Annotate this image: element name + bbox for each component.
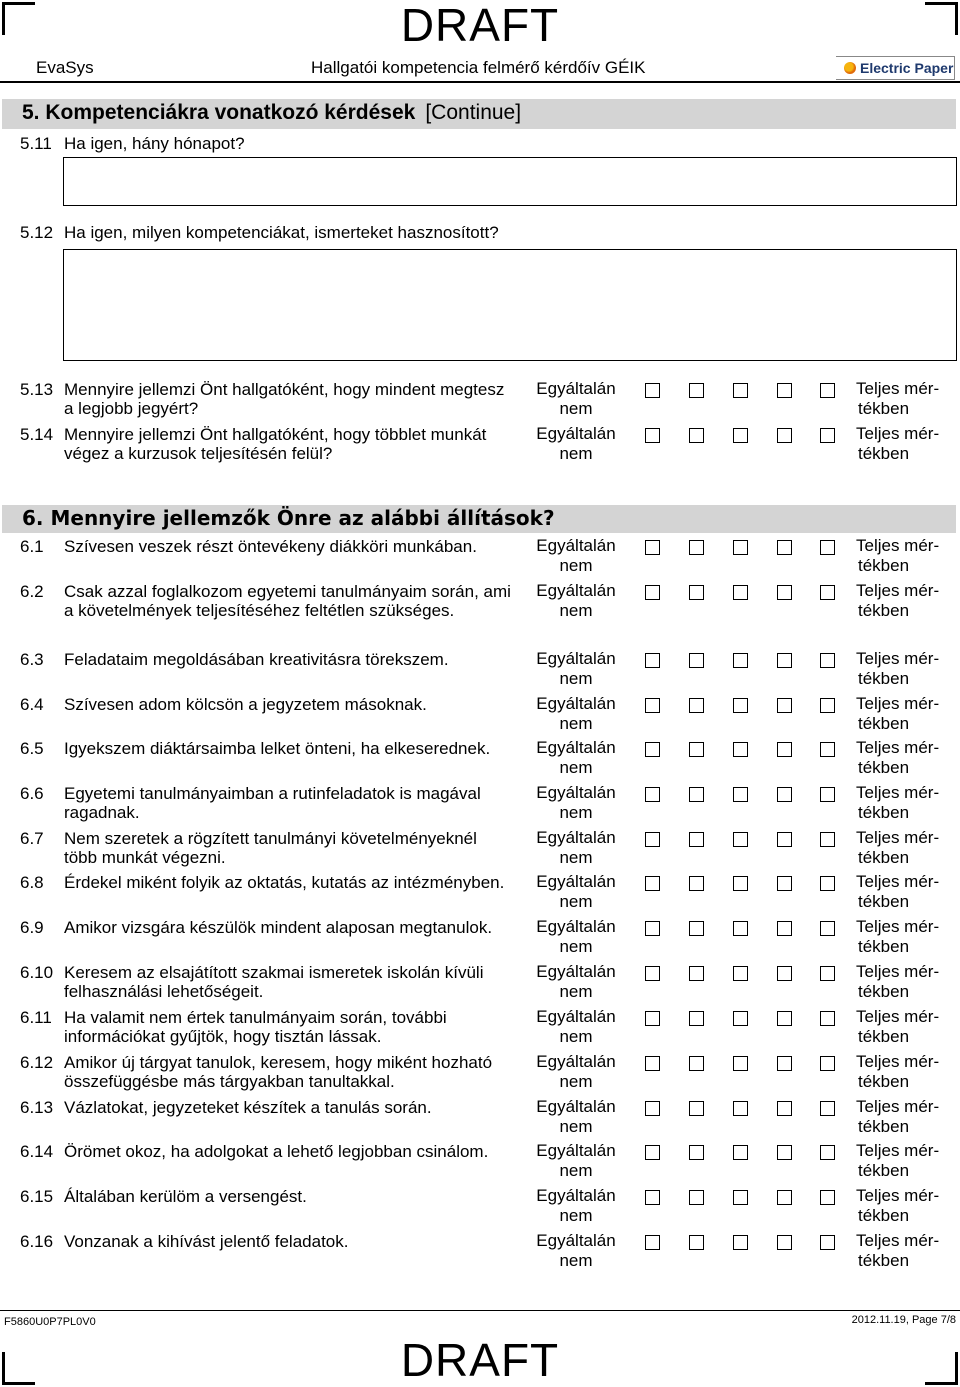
rating-checkbox-3[interactable] [733,428,748,443]
scale-low-line2: nem [559,1161,593,1180]
scale-label-high [856,1141,956,1181]
question-number: 6.9 [20,918,44,937]
draft-watermark-bottom: DRAFT [400,1334,560,1386]
scale-label-high [856,828,956,868]
scale-high-line1: Teljes mér- [856,1052,940,1071]
section-6-heading [2,505,956,533]
rating-checkbox-3[interactable] [733,832,748,847]
rating-checkbox-2[interactable] [689,1011,704,1026]
question-label: Igyekszem diáktársaimba lelket önteni, ha elkeserednek. [64,739,491,758]
scale-label-high [856,917,956,957]
rating-checkbox-4[interactable] [777,1235,792,1250]
rating-checkbox-5[interactable] [820,698,835,713]
question-label: Keresem az elsajátított szakmai ismeretek iskolán kívüli felhasználási lehetőségeit. [64,963,484,1001]
scale-high-line1: Teljes mér- [856,1007,940,1026]
scale-high-line1: Teljes mér- [856,536,940,555]
rating-checkbox-1[interactable] [645,1056,660,1071]
scale-low-line2: nem [559,1206,593,1225]
rating-checkbox-4[interactable] [777,787,792,802]
rating-checkbox-1[interactable] [645,921,660,936]
scale-label-high [856,783,956,823]
rating-checkbox-5[interactable] [820,1190,835,1205]
scale-label-low [528,1052,624,1092]
scale-high-line2: tékben [858,892,910,911]
question-label: Vonzanak a kihívást jelentő feladatok. [64,1232,349,1251]
rating-checkbox-2[interactable] [689,585,704,600]
scale-label-low [528,1231,624,1271]
competencies-answer-field[interactable] [63,249,957,361]
electric-paper-logo [836,56,955,80]
scale-high-line2: tékben [858,1161,910,1180]
scale-label-low [528,581,624,621]
scale-low-line2: nem [559,892,593,911]
rating-checkbox-3[interactable] [733,1056,748,1071]
rating-checkbox-3[interactable] [733,540,748,555]
rating-checkbox-2[interactable] [689,1145,704,1160]
rating-checkbox-4[interactable] [777,832,792,847]
rating-checkbox-4[interactable] [777,1145,792,1160]
rating-checkbox-2[interactable] [689,1056,704,1071]
question-number: 6.16 [20,1232,54,1251]
logo-text: Electric Paper [860,60,954,76]
scale-low-line1: Egyáltalán [536,962,616,981]
question-label: Szívesen veszek részt öntevékeny diákköri munkában. [64,537,477,556]
rating-checkbox-4[interactable] [777,742,792,757]
scale-label-high [856,1097,956,1137]
rating-checkbox-2[interactable] [689,383,704,398]
rating-checkbox-5[interactable] [820,428,835,443]
scale-label-low [528,1186,624,1226]
scale-high-line2: tékben [858,1251,910,1270]
rating-checkbox-3[interactable] [733,742,748,757]
footer-divider [0,1310,960,1311]
scale-low-line2: nem [559,982,593,1001]
scale-high-line1: Teljes mér- [856,694,940,713]
rating-checkbox-5[interactable] [820,540,835,555]
rating-checkbox-5[interactable] [820,1145,835,1160]
scale-label-low [528,1141,624,1181]
scale-label-low [528,1097,624,1137]
scale-low-line1: Egyáltalán [536,783,616,802]
scale-label-high [856,379,956,419]
months-answer-field[interactable] [63,157,957,206]
scale-label-low [528,649,624,689]
rating-checkbox-2[interactable] [689,742,704,757]
scale-low-line2: nem [559,444,593,463]
scale-label-high [856,536,956,576]
rating-checkbox-5[interactable] [820,383,835,398]
rating-checkbox-3[interactable] [733,585,748,600]
scale-low-line1: Egyáltalán [536,828,616,847]
rating-checkbox-5[interactable] [820,832,835,847]
scale-label-high [856,962,956,1002]
scale-label-high [856,738,956,778]
scale-high-line2: tékben [858,1027,910,1046]
scale-low-line2: nem [559,937,593,956]
rating-checkbox-1[interactable] [645,1235,660,1250]
rating-checkbox-3[interactable] [733,383,748,398]
rating-checkbox-3[interactable] [733,1190,748,1205]
scale-low-line1: Egyáltalán [536,581,616,600]
rating-checkbox-4[interactable] [777,1011,792,1026]
scale-high-line2: tékben [858,937,910,956]
rating-checkbox-5[interactable] [820,876,835,891]
rating-checkbox-4[interactable] [777,698,792,713]
rating-checkbox-5[interactable] [820,921,835,936]
scale-high-line2: tékben [858,1072,910,1091]
rating-checkbox-2[interactable] [689,787,704,802]
scale-low-line2: nem [559,758,593,777]
question-number: 5.13 [20,380,54,399]
scale-high-line1: Teljes mér- [856,1231,940,1250]
rating-checkbox-2[interactable] [689,1101,704,1116]
scale-high-line1: Teljes mér- [856,1141,940,1160]
logo-icon [844,62,856,74]
scale-label-low [528,738,624,778]
rating-checkbox-1[interactable] [645,1011,660,1026]
header-survey-title: Hallgatói kompetencia felmérő kérdőív GÉIK [311,58,646,77]
question-label: Feladataim megoldásában kreativitásra törekszem. [64,650,449,669]
rating-checkbox-2[interactable] [689,540,704,555]
scale-low-line1: Egyáltalán [536,1052,616,1071]
rating-checkbox-5[interactable] [820,585,835,600]
question-label: Vázlatokat, jegyzeteket készítek a tanulás során. [64,1098,432,1117]
scale-label-low [528,379,624,419]
scale-high-line2: tékben [858,803,910,822]
scale-low-line1: Egyáltalán [536,1231,616,1250]
scale-low-line2: nem [559,601,593,620]
question-number: 5.11 [20,134,52,153]
rating-checkbox-2[interactable] [689,966,704,981]
scale-high-line2: tékben [858,556,910,575]
question-label: Nem szeretek a rögzített tanulmányi követelményeknél több munkát végezni. [64,829,477,867]
rating-checkbox-5[interactable] [820,1235,835,1250]
question-number: 6.8 [20,873,44,892]
rating-checkbox-1[interactable] [645,1145,660,1160]
rating-checkbox-3[interactable] [733,1101,748,1116]
scale-label-high [856,649,956,689]
scale-low-line1: Egyáltalán [536,1097,616,1116]
rating-checkbox-1[interactable] [645,653,660,668]
rating-checkbox-2[interactable] [689,921,704,936]
scale-low-line2: nem [559,556,593,575]
rating-checkbox-2[interactable] [689,428,704,443]
question-label: Amikor új tárgyat tanulok, keresem, hogy miként hozható összefüggésbe más tárgyakban tanultakkal. [64,1053,493,1091]
scale-high-line1: Teljes mér- [856,828,940,847]
question-number: 6.5 [20,739,44,758]
question-number: 5.12 [20,223,54,242]
scale-label-low [528,872,624,912]
rating-checkbox-3[interactable] [733,1145,748,1160]
question-number: 6.1 [20,537,44,556]
rating-checkbox-1[interactable] [645,540,660,555]
rating-checkbox-2[interactable] [689,653,704,668]
scale-label-high [856,1052,956,1092]
scale-high-line2: tékben [858,982,910,1001]
scale-low-line2: nem [559,848,593,867]
rating-checkbox-3[interactable] [733,698,748,713]
rating-checkbox-3[interactable] [733,1011,748,1026]
rating-checkbox-5[interactable] [820,653,835,668]
rating-checkbox-4[interactable] [777,1190,792,1205]
rating-checkbox-1[interactable] [645,585,660,600]
draft-watermark-top: DRAFT [400,0,560,51]
question-label: Ha igen, milyen kompetenciákat, ismerteket hasznosított? [64,223,499,242]
scale-high-line1: Teljes mér- [856,649,940,668]
scale-label-high [856,1007,956,1047]
scale-low-line1: Egyáltalán [536,1141,616,1160]
rating-checkbox-5[interactable] [820,966,835,981]
section-6-title: 6. Mennyire jellemzők Önre az alábbi állítások? [22,506,555,530]
scale-label-high [856,694,956,734]
scale-high-line1: Teljes mér- [856,783,940,802]
rating-checkbox-3[interactable] [733,966,748,981]
scale-high-line1: Teljes mér- [856,738,940,757]
rating-checkbox-3[interactable] [733,653,748,668]
rating-checkbox-1[interactable] [645,1190,660,1205]
question-number: 6.10 [20,963,54,982]
question-number: 6.15 [20,1187,54,1206]
question-number: 5.14 [20,425,54,444]
page-header [0,52,960,82]
question-label: Általában kerülöm a versengést. [64,1187,307,1206]
scale-label-low [528,424,624,464]
scale-label-low [528,917,624,957]
question-number: 6.3 [20,650,44,669]
rating-checkbox-1[interactable] [645,383,660,398]
scale-low-line2: nem [559,1072,593,1091]
scale-low-line1: Egyáltalán [536,917,616,936]
scale-high-line2: tékben [858,669,910,688]
rating-checkbox-2[interactable] [689,1235,704,1250]
rating-checkbox-5[interactable] [820,1011,835,1026]
scale-low-line2: nem [559,714,593,733]
question-label: Mennyire jellemzi Önt hallgatóként, hogy többlet munkát végez a kurzusok teljesítésén felül? [64,425,487,463]
question-number: 6.6 [20,784,44,803]
scale-high-line1: Teljes mér- [856,1097,940,1116]
scale-label-low [528,783,624,823]
question-number: 6.7 [20,829,44,848]
rating-checkbox-4[interactable] [777,876,792,891]
scale-label-low [528,1007,624,1047]
rating-checkbox-3[interactable] [733,876,748,891]
scale-low-line2: nem [559,803,593,822]
question-label: Szívesen adom kölcsön a jegyzetem másoknak. [64,695,427,714]
header-divider [0,81,960,83]
scale-label-low [528,828,624,868]
scale-low-line1: Egyáltalán [536,738,616,757]
scale-label-low [528,536,624,576]
scale-low-line1: Egyáltalán [536,649,616,668]
rating-checkbox-4[interactable] [777,653,792,668]
rating-checkbox-1[interactable] [645,698,660,713]
question-number: 6.12 [20,1053,54,1072]
question-number: 6.11 [20,1008,52,1027]
question-number: 6.14 [20,1142,54,1161]
scale-low-line2: nem [559,1251,593,1270]
scale-high-line2: tékben [858,399,910,418]
scale-high-line2: tékben [858,1206,910,1225]
scale-low-line2: nem [559,1117,593,1136]
question-number: 6.13 [20,1098,54,1117]
rating-checkbox-1[interactable] [645,1101,660,1116]
rating-checkbox-3[interactable] [733,787,748,802]
scale-label-low [528,694,624,734]
rating-checkbox-2[interactable] [689,832,704,847]
scale-low-line1: Egyáltalán [536,1186,616,1205]
question-label: Ha igen, hány hónapot? [64,134,245,153]
question-label: Érdekel miként folyik az oktatás, kutatás az intézményben. [64,873,505,892]
scale-high-line1: Teljes mér- [856,872,940,891]
rating-checkbox-3[interactable] [733,1235,748,1250]
rating-checkbox-5[interactable] [820,742,835,757]
scale-high-line2: tékben [858,848,910,867]
scale-low-line2: nem [559,1027,593,1046]
scale-high-line1: Teljes mér- [856,424,940,443]
rating-checkbox-1[interactable] [645,876,660,891]
scale-label-high [856,424,956,464]
scale-low-line1: Egyáltalán [536,424,616,443]
question-label: Csak azzal foglalkozom egyetemi tanulmányaim során, ami a követelmények teljesítéséhez feltétlen szükséges. [64,582,511,620]
question-label: Egyetemi tanulmányaimban a rutinfeladatok is magával ragadnak. [64,784,481,822]
rating-checkbox-2[interactable] [689,698,704,713]
scale-label-high [856,1231,956,1271]
scale-high-line1: Teljes mér- [856,1186,940,1205]
question-label: Mennyire jellemzi Önt hallgatóként, hogy mindent megtesz a legjobb jegyért? [64,380,505,418]
date-page-info: 2012.11.19, Page 7/8 [851,1314,956,1326]
section-5-heading [2,99,956,129]
rating-checkbox-3[interactable] [733,921,748,936]
rating-checkbox-4[interactable] [777,383,792,398]
rating-checkbox-4[interactable] [777,1056,792,1071]
scale-low-line1: Egyáltalán [536,536,616,555]
scale-label-low [528,962,624,1002]
scale-high-line1: Teljes mér- [856,379,940,398]
question-label: Örömet okoz, ha adolgokat a lehető legjobban csinálom. [64,1142,489,1161]
rating-checkbox-5[interactable] [820,1101,835,1116]
rating-checkbox-4[interactable] [777,540,792,555]
rating-checkbox-1[interactable] [645,832,660,847]
rating-checkbox-1[interactable] [645,966,660,981]
section-5-continue: [Continue] [425,101,522,124]
question-label: Ha valamit nem értek tanulmányaim során, további információkat gyűjtök, hogy tisztán lássak. [64,1008,447,1046]
rating-checkbox-5[interactable] [820,787,835,802]
scale-low-line2: nem [559,669,593,688]
question-number: 6.4 [20,695,44,714]
rating-checkbox-2[interactable] [689,1190,704,1205]
section-5-title: 5. Kompetenciákra vonatkozó kérdések [22,101,416,124]
rating-checkbox-4[interactable] [777,921,792,936]
rating-checkbox-1[interactable] [645,428,660,443]
scale-label-high [856,872,956,912]
header-app-name: EvaSys [36,58,94,77]
rating-checkbox-4[interactable] [777,1101,792,1116]
rating-checkbox-2[interactable] [689,876,704,891]
rating-checkbox-5[interactable] [820,1056,835,1071]
scale-low-line1: Egyáltalán [536,1007,616,1026]
scale-high-line1: Teljes mér- [856,917,940,936]
rating-checkbox-1[interactable] [645,742,660,757]
scale-high-line1: Teljes mér- [856,962,940,981]
rating-checkbox-4[interactable] [777,428,792,443]
scale-high-line2: tékben [858,444,910,463]
rating-checkbox-4[interactable] [777,585,792,600]
scale-high-line2: tékben [858,1117,910,1136]
scale-low-line1: Egyáltalán [536,694,616,713]
scale-high-line2: tékben [858,758,910,777]
rating-checkbox-1[interactable] [645,787,660,802]
scale-high-line2: tékben [858,714,910,733]
scale-high-line2: tékben [858,601,910,620]
form-code: F5860U0P7PL0V0 [4,1316,96,1328]
scale-low-line1: Egyáltalán [536,379,616,398]
scale-low-line2: nem [559,399,593,418]
scale-high-line1: Teljes mér- [856,581,940,600]
scale-label-high [856,1186,956,1226]
scale-label-high [856,581,956,621]
scale-low-line1: Egyáltalán [536,872,616,891]
question-number: 6.2 [20,582,44,601]
rating-checkbox-4[interactable] [777,966,792,981]
question-label: Amikor vizsgára készülök mindent alaposan megtanulok. [64,918,493,937]
